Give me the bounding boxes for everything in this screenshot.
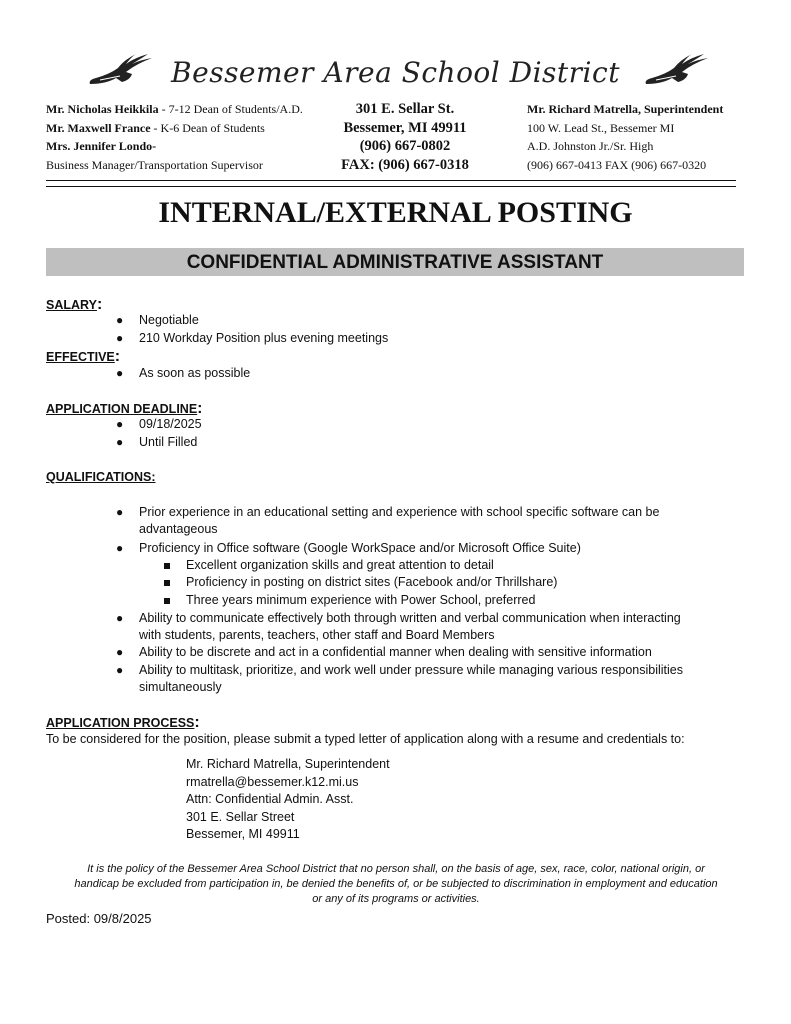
salary-heading: SALARY:: [46, 296, 103, 313]
process-intro: To be considered for the position, please submit a typed letter of application along with a resume and credentials to:: [46, 732, 685, 746]
address-line: 301 E. Sellar St.: [355, 101, 455, 117]
contact-line: 100 W. Lead St., Bessemer MI: [527, 120, 675, 135]
salary-item: Negotiable: [139, 313, 199, 327]
qualification-item: Ability to communicate effectively both through written and verbal communication when interacting: [139, 611, 681, 625]
bullet-icon: ●: [116, 417, 124, 431]
superintendent-name: Mr. Richard Matrella, Superintendent: [527, 102, 724, 116]
contact-name: Mr. Nicholas Heikkila: [46, 102, 159, 116]
bullet-icon: ●: [116, 331, 124, 345]
address-line: Bessemer, MI 49911: [343, 119, 467, 136]
square-bullet-icon: [164, 563, 170, 569]
contact-role: - K-6 Dean of Students: [150, 120, 265, 135]
policy-line: It is the policy of the Bessemer Area School District that no person shall, on the basis of age, sex, race, color, national origin, or: [87, 863, 705, 875]
deadline-item: Until Filled: [139, 435, 198, 449]
effective-heading: EFFECTIVE:: [46, 348, 121, 365]
qualification-item: Proficiency in Office software (Google WorkSpace and/or Microsoft Office Suite): [139, 541, 581, 555]
contact-name: Mr. Maxwell France: [46, 120, 151, 135]
contact-role: - 7-12 Dean of Students/A.D.: [158, 102, 303, 116]
square-bullet-icon: [164, 580, 170, 586]
qualification-item: Prior experience in an educational setting and experience with school specific software can be: [139, 505, 660, 519]
qualifications-heading: QUALIFICATIONS:: [46, 470, 156, 484]
deadline-heading: APPLICATION DEADLINE:: [46, 400, 203, 417]
effective-item: As soon as possible: [139, 366, 251, 380]
policy-line: or any of its programs or activities.: [312, 893, 480, 905]
qualification-item-cont: advantageous: [139, 522, 218, 536]
salary-label: SALARY: [46, 298, 97, 312]
process-label: APPLICATION PROCESS: [46, 716, 195, 730]
header-double-rule: [46, 180, 736, 187]
qualification-subitem: Three years minimum experience with Power School, preferred: [186, 593, 536, 607]
square-bullet-icon: [164, 598, 170, 604]
right-contacts: [527, 100, 757, 174]
position-title: CONFIDENTIAL ADMINISTRATIVE ASSISTANT: [186, 252, 604, 273]
contact-name: Mrs. Jennifer Londo-: [46, 139, 157, 153]
email-address: rmatrella@bessemer.k12.mi.us: [186, 774, 359, 789]
qualification-item: Ability to be discrete and act in a confidential manner when dealing with sensitive information: [139, 645, 652, 659]
posting-title: INTERNAL/EXTERNAL POSTING: [158, 196, 633, 229]
address-line: Mr. Richard Matrella, Superintendent: [186, 757, 390, 771]
bullet-icon: ●: [116, 663, 124, 677]
bullet-icon: ●: [116, 366, 124, 380]
district-address: [330, 100, 480, 174]
qualification-item-cont: with students, parents, teachers, other staff and Board Members: [139, 628, 495, 642]
policy-line: handicap be excluded from participation in, be denied the benefits of, or be subjected to discrimination in employment and education: [74, 878, 718, 890]
winged-foot-logo-right: [642, 54, 712, 90]
address-line: 301 E. Sellar Street: [186, 809, 295, 824]
contact-line: (906) 667-0413 FAX (906) 667-0320: [527, 157, 707, 172]
bullet-icon: ●: [116, 313, 124, 327]
bullet-icon: ●: [116, 435, 124, 449]
deadline-label: APPLICATION DEADLINE: [46, 402, 198, 416]
bullet-icon: ●: [116, 611, 124, 625]
qualification-subitem: Excellent organization skills and great attention to detail: [186, 558, 494, 572]
mailing-address: [186, 756, 390, 844]
address-line: FAX: (906) 667-0318: [341, 156, 469, 173]
deadline-item: 09/18/2025: [139, 417, 202, 431]
left-contacts: [46, 100, 346, 174]
contact-line: A.D. Johnston Jr./Sr. High: [527, 139, 654, 153]
qualification-item: Ability to multitask, prioritize, and work well under pressure while managing various responsibilities: [139, 663, 683, 677]
bullet-icon: ●: [116, 541, 124, 555]
salary-item: 210 Workday Position plus evening meetings: [139, 331, 389, 345]
bullet-icon: ●: [116, 645, 124, 659]
bullet-icon: ●: [116, 505, 124, 519]
qualification-item-cont: simultaneously: [139, 680, 222, 694]
qualification-subitem: Proficiency in posting on district sites (Facebook and/or Thrillshare): [186, 575, 558, 589]
posted-date: Posted: 09/8/2025: [46, 911, 152, 926]
district-name: Bessemer Area School District: [171, 56, 620, 89]
address-line: (906) 667-0802: [359, 138, 451, 154]
process-heading: APPLICATION PROCESS:: [46, 714, 200, 731]
address-line: Bessemer, MI 49911: [186, 827, 300, 841]
effective-label: EFFECTIVE: [46, 350, 115, 364]
contact-role: Business Manager/Transportation Supervisor: [46, 157, 263, 172]
address-line: Attn: Confidential Admin. Asst.: [186, 792, 354, 806]
nondiscrimination-policy: [46, 862, 746, 907]
